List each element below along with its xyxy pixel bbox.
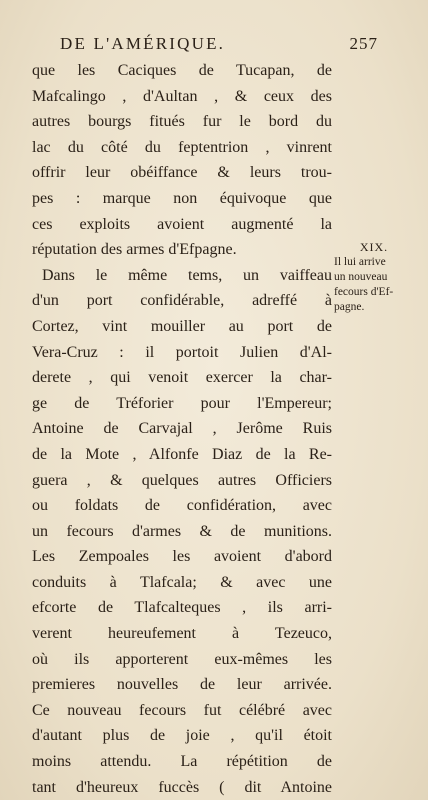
text-line: premieres nouvelles de leur arrivée.: [32, 676, 332, 694]
text-line: Dans le même tems, un vaiffeau: [42, 266, 332, 284]
margin-note-line: Il lui arrive: [334, 256, 386, 268]
margin-note: [334, 240, 426, 315]
margin-note-number: XIX.: [359, 240, 389, 254]
text-line: lac du côté du feptentrion , vinrent: [32, 138, 332, 156]
margin-note-line: un nouveau: [334, 271, 388, 283]
text-line: de la Mote , Alfonfe Diaz de la Re-: [32, 445, 332, 463]
text-line: Mafcalingo , d'Aultan , & ceux des: [32, 87, 332, 105]
margin-note-line: pagne.: [334, 301, 365, 313]
text-line: Antoine de Carvajal , Jerôme Ruis: [32, 420, 332, 438]
page-header: [60, 34, 378, 56]
text-line: ces exploits avoient augmenté la: [32, 215, 332, 233]
text-line: d'un port confidérable, adreffé à: [32, 292, 332, 310]
running-title: DE L'AMÉRIQUE.: [60, 34, 226, 53]
text-line: où ils apporterent eux-mêmes les: [32, 650, 332, 668]
text-line: verent heureufement à Tezeuco,: [32, 625, 332, 643]
text-line: moins attendu. La répétition de: [32, 753, 332, 771]
text-line: Cortez, vint mouiller au port de: [32, 317, 332, 335]
text-line: autres bourgs fitués fur le bord du: [32, 113, 332, 131]
text-line: guera , & quelques autres Officiers: [32, 471, 332, 489]
text-line: derete , qui venoit exercer la char-: [32, 369, 332, 387]
text-line: conduits à Tlafcala; & avec une: [32, 573, 332, 591]
margin-note-line: fecours d'Ef-: [334, 286, 394, 298]
text-line: offrir leur obéiffance & leurs trou-: [32, 164, 332, 182]
page-number: 257: [349, 34, 378, 53]
text-line: pes : marque non équivoque que: [32, 189, 332, 207]
body-text: [32, 58, 332, 800]
text-line: Les Zempoales les avoient d'abord: [32, 548, 332, 566]
text-line: efcorte de Tlafcalteques , ils arri-: [32, 599, 332, 617]
text-line: ou foldats de confidération, avec: [32, 497, 332, 515]
text-line: que les Caciques de Tucapan, de: [32, 62, 332, 79]
text-line: un fecours d'armes & de munitions.: [32, 522, 332, 540]
text-line: ge de Tréforier pour l'Empereur;: [32, 394, 332, 412]
text-line: Ce nouveau fecours fut célébré avec: [32, 701, 332, 719]
text-line: Vera-Cruz : il portoit Julien d'Al-: [32, 343, 332, 361]
text-line: réputation des armes d'Efpagne.: [32, 241, 237, 259]
text-line: d'autant plus de joie , qu'il étoit: [32, 727, 332, 745]
text-line: tant d'heureux fuccès ( dit Antoine: [32, 778, 332, 796]
